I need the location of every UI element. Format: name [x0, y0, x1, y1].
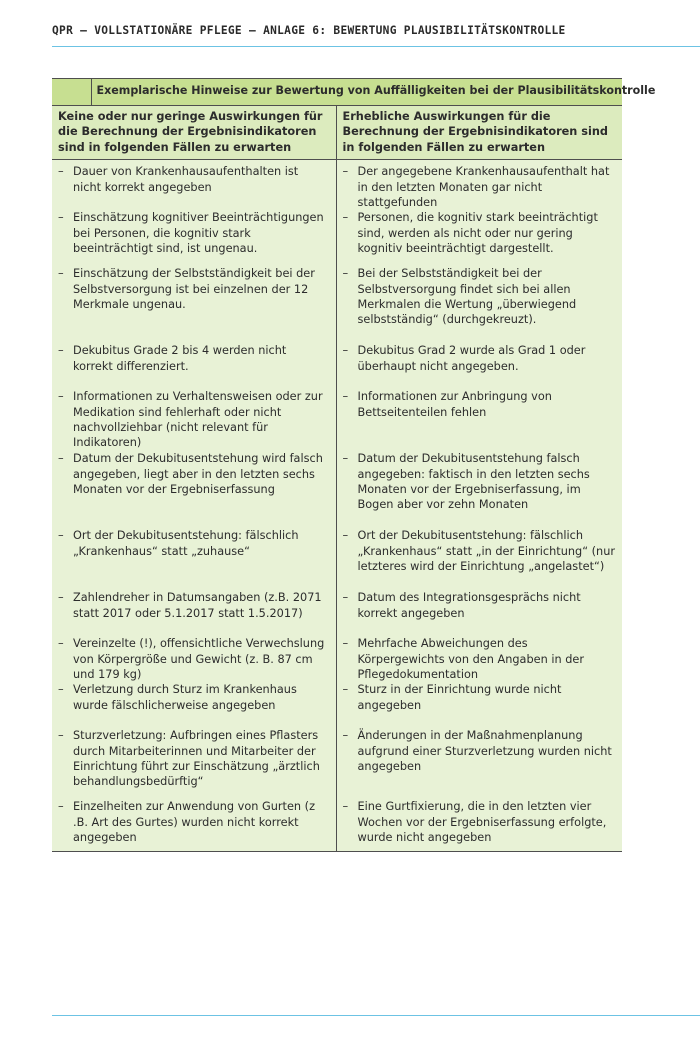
title-spacer-cell	[52, 79, 91, 106]
right-item: – Sturz in der Einrichtung wurde nicht angegeben	[343, 682, 617, 728]
column-header-row	[52, 106, 622, 160]
right-item: – Personen, die kognitiv stark beeinträchtigt sind, werden als nicht oder nur gering kognitiv beeinträchtigt dargestellt.	[343, 210, 617, 266]
left-item: – Datum der Dekubitusentstehung wird falsch angegeben, liegt aber in den letzten sechs Monaten vor der Ergebniserfassung	[58, 451, 330, 528]
table-title: Exemplarische Hinweise zur Bewertung von Auffälligkeiten bei der Plausibilitätskontrolle	[91, 79, 622, 106]
left-item: – Einschätzung der Selbstständigkeit bei der Selbstversorgung ist bei einzelnen der 12 Merkmale ungenau.	[58, 266, 330, 343]
right-item: – Ort der Dekubitusentstehung: fälschlich „Krankenhaus“ statt „in der Einrichtung“ (nur letzteres wird der Einrichtung „angelastet“)	[343, 528, 617, 590]
right-item: – Änderungen in der Maßnahmenplanung aufgrund einer Sturzverletzung wurden nicht angegeben	[343, 728, 617, 799]
left-item: – Sturzverletzung: Aufbringen eines Pflasters durch Mitarbeiterinnen und Mitarbeiter der Einrichtung führt zur Einschätzung „ärztlich behandlungsbedürftig“	[58, 728, 330, 799]
header-rule	[52, 46, 700, 47]
right-item: – Dekubitus Grad 2 wurde als Grad 1 oder überhaupt nicht angegeben.	[343, 343, 617, 389]
left-item: – Verletzung durch Sturz im Krankenhaus wurde fälschlicherweise angegeben	[58, 682, 330, 728]
evaluation-table	[52, 78, 656, 852]
left-item: – Einzelheiten zur Anwendung von Gurten (z .B. Art des Gurtes) wurden nicht korrekt angegeben	[58, 799, 330, 845]
left-item: – Dauer von Krankenhausaufenthalten ist nicht korrekt angegeben	[58, 164, 330, 210]
left-item: – Zahlendreher in Datumsangaben (z.B. 2071 statt 2017 oder 5.1.2017 statt 1.5.2017)	[58, 590, 330, 636]
right-item: – Datum der Dekubitusentstehung falsch angegeben: faktisch in den letzten sechs Monaten vor der Ergebniserfassung, im Bogen aber vor zehn Monaten	[343, 451, 617, 528]
left-item: – Dekubitus Grade 2 bis 4 werden nicht korrekt differenziert.	[58, 343, 330, 389]
right-items-cell	[336, 160, 622, 852]
left-column-header: Keine oder nur geringe Auswirkungen für die Berechnung der Ergebnisindikatoren sind in folgenden Fällen zu erwarten	[52, 106, 336, 160]
right-item: – Datum des Integrationsgesprächs nicht korrekt angegeben	[343, 590, 617, 636]
left-items-cell	[52, 160, 336, 852]
left-item: – Einschätzung kognitiver Beeinträchtigungen bei Personen, die kognitiv stark beeinträchtigt sind, ist ungenau.	[58, 210, 330, 266]
running-header: QPR – VOLLSTATIONÄRE PFLEGE – ANLAGE 6: BEWERTUNG PLAUSIBILITÄTSKONTROLLE	[52, 24, 566, 37]
right-item: – Informationen zur Anbringung von Bettseitenteilen fehlen	[343, 389, 617, 451]
right-item: – Eine Gurtfixierung, die in den letzten vier Wochen vor der Ergebniserfassung erfolgte, wurde nicht angegeben	[343, 799, 617, 845]
left-item: – Vereinzelte (!), offensichtliche Verwechslung von Körpergröße und Gewicht (z. B. 87 cm und 179 kg)	[58, 636, 330, 682]
items-row	[52, 160, 622, 852]
right-item: – Der angegebene Krankenhausaufenthalt hat in den letzten Monaten gar nicht stattgefunden	[343, 164, 617, 210]
left-item: – Informationen zu Verhaltensweisen oder zur Medikation sind fehlerhaft oder nicht nachvollziehbar (nicht relevant für Indikatoren)	[58, 389, 330, 451]
footer-rule	[52, 1015, 700, 1016]
right-item: – Bei der Selbstständigkeit bei der Selbstversorgung findet sich bei allen Merkmalen die Wertung „überwiegend selbstständig“ (durchgekreuzt).	[343, 266, 617, 343]
right-column-header: Erhebliche Auswirkungen für die Berechnung der Ergebnisindikatoren sind in folgenden Fällen zu erwarten	[336, 106, 622, 160]
table-title-row	[52, 79, 622, 106]
left-item: – Ort der Dekubitusentstehung: fälschlich „Krankenhaus“ statt „zuhause“	[58, 528, 330, 590]
right-item: – Mehrfache Abweichungen des Körpergewichts von den Angaben in der Pflegedokumentation	[343, 636, 617, 682]
